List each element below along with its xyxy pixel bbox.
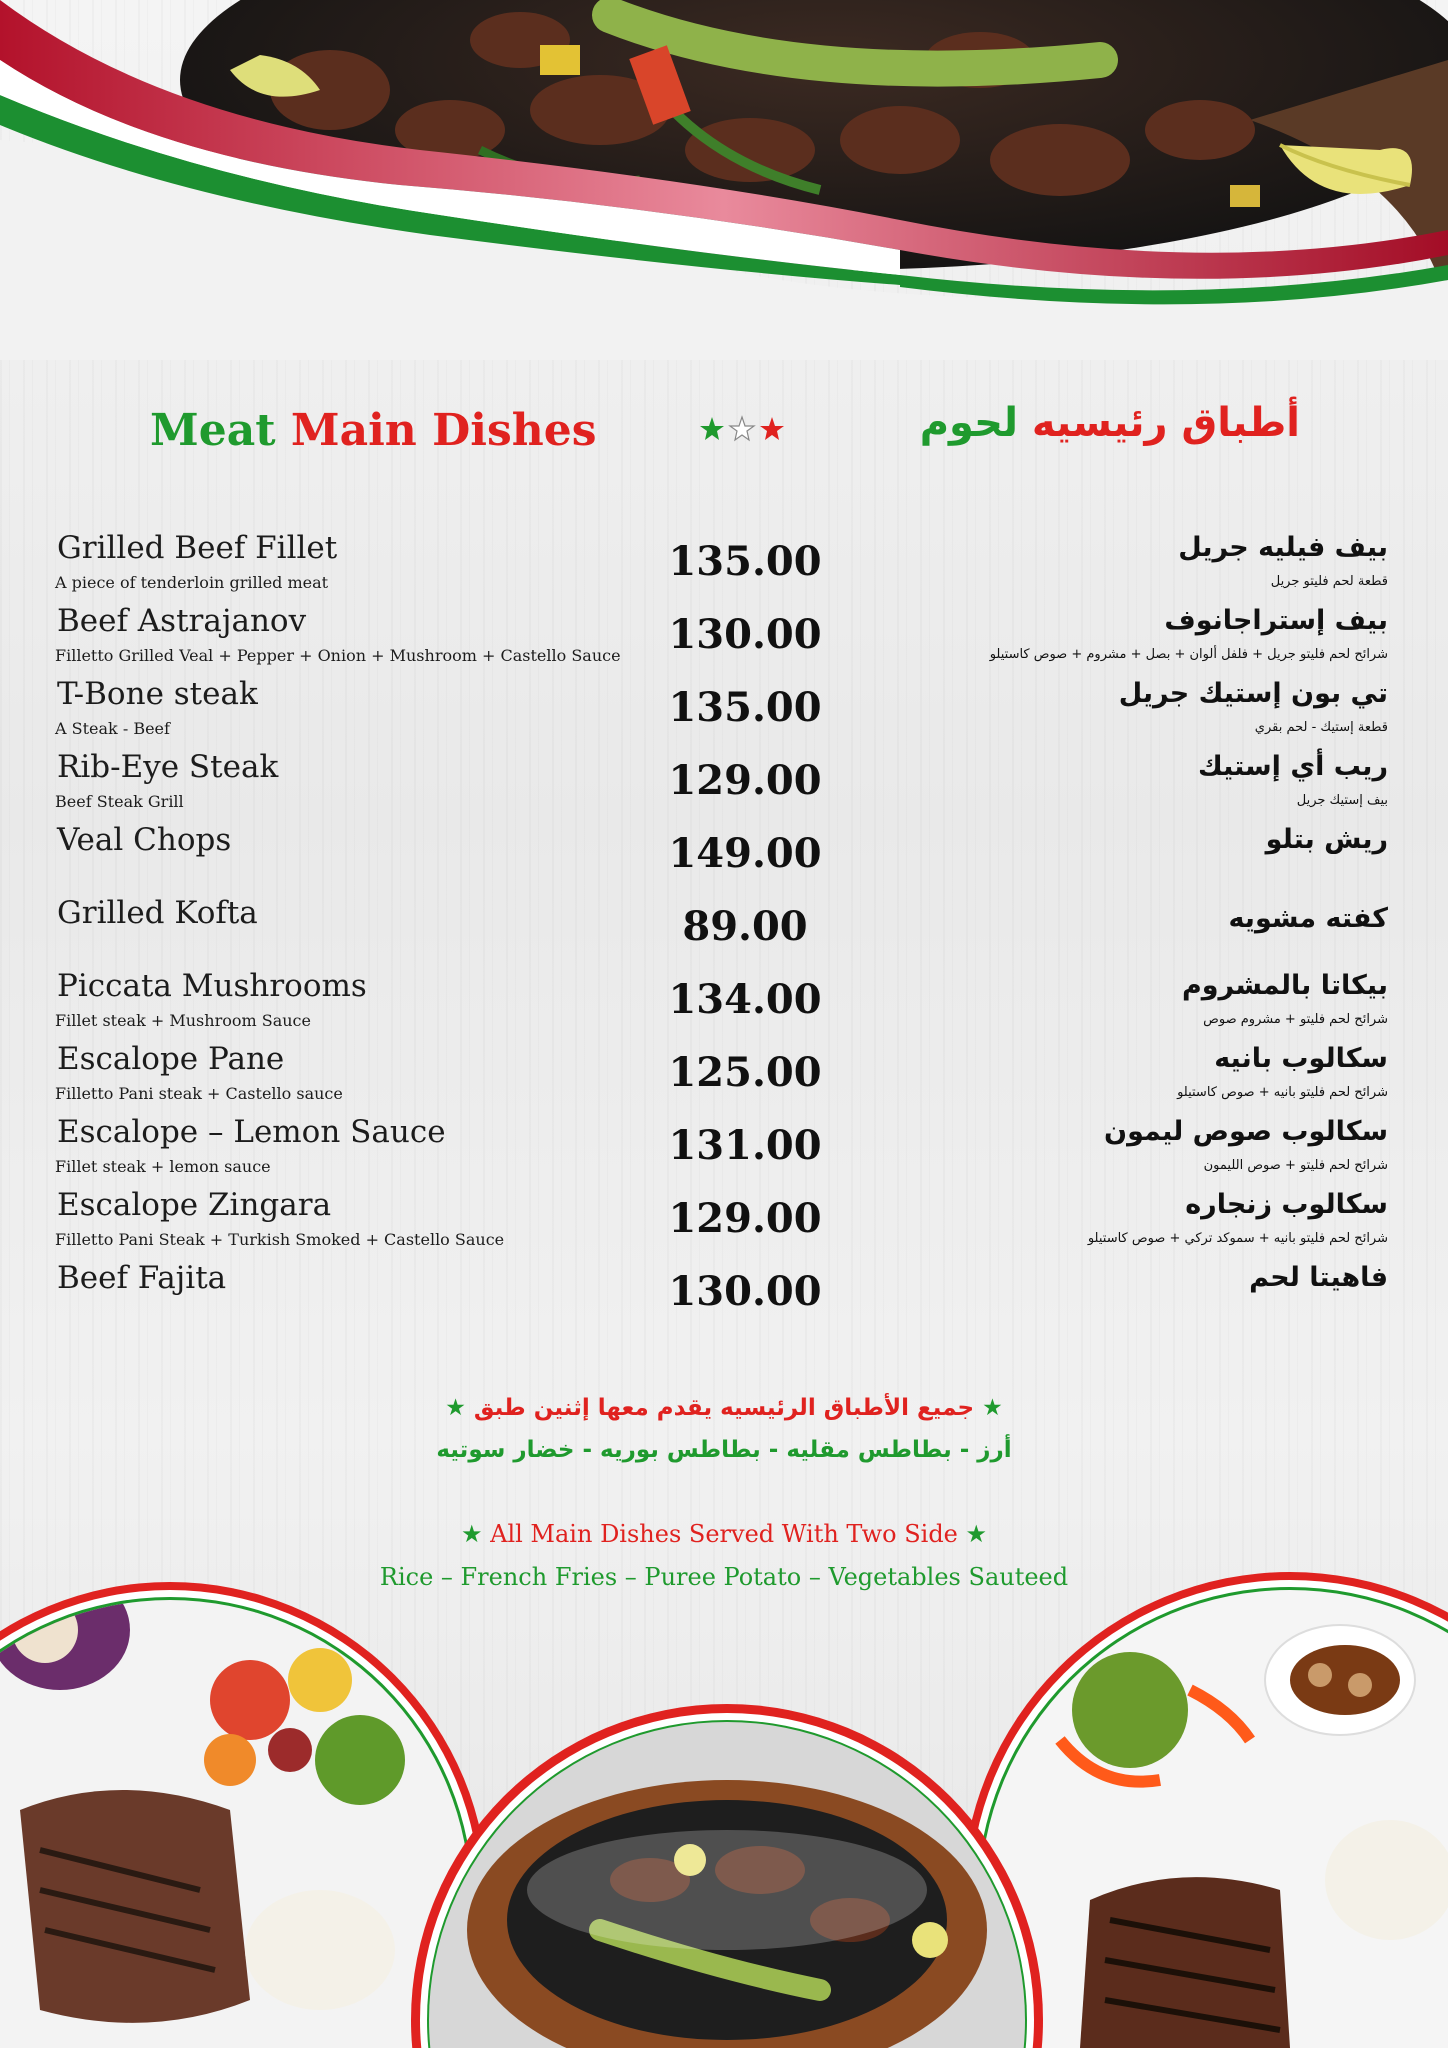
menu-item-name-en: Grilled Beef Fillet — [57, 530, 338, 566]
title-english — [150, 405, 610, 456]
menu-item — [0, 1187, 1448, 1260]
menu-item-price: 149.00 — [668, 830, 822, 877]
menu-item-name-ar: فاهيتا لحم — [1249, 1262, 1388, 1293]
menu-item-desc-ar: شرائح لحم فليتو + صوص الليمون — [1203, 1158, 1388, 1173]
star-icon: ★ — [965, 1520, 988, 1548]
menu-item-price: 131.00 — [668, 1122, 822, 1169]
title-english-word-meat: Meat — [150, 405, 276, 456]
star-icon: ★ — [460, 1520, 483, 1548]
menu-item-desc-ar: قطعة لحم فليتو جريل — [1270, 574, 1388, 589]
menu-item-name-ar: سكالوب صوص ليمون — [1104, 1116, 1388, 1147]
menu-item-name-ar: بيكاتا بالمشروم — [1181, 970, 1388, 1001]
menu-item-price: 130.00 — [668, 611, 822, 658]
menu-item — [0, 1260, 1448, 1333]
menu-item-price: 135.00 — [668, 684, 822, 731]
star-icon: ★ — [445, 1395, 466, 1421]
menu-item-desc-ar: شرائح لحم فليتو بانيه + صوص كاستيلو — [1177, 1085, 1388, 1100]
title-arabic-meats: لحوم — [919, 400, 1018, 446]
menu-item-desc-ar: شرائح لحم فليتو + مشروم صوص — [1203, 1012, 1388, 1027]
side-dishes-note-arabic — [0, 1395, 1448, 1421]
side-dishes-list-arabic: أرز - بطاطس مقليه - بطاطس بوريه - خضار سوتيه — [436, 1437, 1012, 1463]
menu-item — [0, 1041, 1448, 1114]
menu-item-desc-en: Filletto Grilled Veal + Pepper + Onion + Mushroom + Castello Sauce — [55, 646, 621, 665]
side-dishes-note-english — [0, 1520, 1448, 1548]
menu-item-name-en: Beef Astrajanov — [57, 603, 307, 639]
side-dishes-heading-ar: جميع الأطباق الرئيسيه يقدم معها إثنين طبق — [473, 1395, 975, 1421]
menu-item — [0, 603, 1448, 676]
side-dishes-list-english: Rice – French Fries – Puree Potato – Vegetables Sauteed — [379, 1563, 1069, 1591]
bottom-food-photos — [0, 1570, 1448, 2048]
menu-item-price: 125.00 — [668, 1049, 822, 1096]
menu-item — [0, 676, 1448, 749]
menu-item-price: 135.00 — [668, 538, 822, 585]
menu-item-price: 129.00 — [668, 757, 822, 804]
top-banner-photo — [0, 0, 1448, 360]
menu-item-desc-en: A Steak - Beef — [55, 719, 170, 738]
menu-item-name-ar: ريش بتلو — [1265, 824, 1388, 855]
menu-item-name-ar: كفته مشويه — [1228, 903, 1388, 934]
menu-item-name-ar: تي بون إستيك جريل — [1118, 678, 1388, 709]
menu-item-desc-ar: بيف إستيك جريل — [1296, 793, 1388, 808]
menu-item-name-ar: سكالوب زنجاره — [1185, 1189, 1388, 1220]
menu-item — [0, 822, 1448, 895]
title-arabic-main-dishes: أطباق رئيسيه — [1031, 400, 1300, 446]
menu-item-name-en: Grilled Kofta — [57, 895, 258, 931]
menu-item-name-ar: ريب أي إستيك — [1197, 751, 1388, 782]
menu-item-price: 130.00 — [668, 1268, 822, 1315]
menu-item — [0, 968, 1448, 1041]
menu-item-desc-en: Fillet steak + lemon sauce — [55, 1157, 271, 1176]
menu-item-name-en: Piccata Mushrooms — [57, 968, 367, 1004]
menu-item-name-en: Escalope Zingara — [57, 1187, 332, 1223]
menu-item-price: 134.00 — [668, 976, 822, 1023]
menu-item-name-ar: بيف إستراجانوف — [1164, 605, 1388, 636]
menu-item — [0, 530, 1448, 603]
menu-item — [0, 1114, 1448, 1187]
menu-item-desc-ar: شرائح لحم فليتو جريل + فلفل ألوان + بصل + مشروم + صوص كاستيلو — [989, 647, 1388, 662]
menu-item-desc-en: Filletto Pani steak + Castello sauce — [55, 1084, 343, 1103]
three-stars-icon — [700, 414, 784, 448]
title-english-word-main-dishes: Main Dishes — [290, 405, 597, 456]
menu-item-name-en: Rib-Eye Steak — [57, 749, 279, 785]
menu-item-desc-ar: شرائح لحم فليتو بانيه + سموكد تركي + صوص كاستيلو — [1087, 1231, 1388, 1246]
menu-item — [0, 895, 1448, 968]
menu-item-name-ar: سكالوب بانيه — [1214, 1043, 1388, 1074]
menu-item-name-en: Beef Fajita — [57, 1260, 227, 1296]
menu-item-name-ar: بيف فيليه جريل — [1178, 532, 1388, 563]
menu-item-desc-en: Fillet steak + Mushroom Sauce — [55, 1011, 311, 1030]
menu-item-name-en: T-Bone steak — [57, 676, 258, 712]
menu-item-desc-ar: قطعة إستيك - لحم بقري — [1254, 720, 1388, 735]
fajita-sizzling-plate-photo — [411, 1704, 1043, 2048]
menu-item-name-en: Veal Chops — [57, 822, 232, 858]
menu-item-desc-en: Beef Steak Grill — [55, 792, 184, 811]
menu-item-name-en: Escalope Pane — [57, 1041, 285, 1077]
menu-item-price: 89.00 — [682, 903, 808, 950]
menu-item-desc-en: Filletto Pani Steak + Turkish Smoked + Castello Sauce — [55, 1230, 505, 1249]
title-arabic — [900, 400, 1300, 446]
side-dishes-heading-en: All Main Dishes Served With Two Side — [490, 1520, 958, 1548]
menu-item-price: 129.00 — [668, 1195, 822, 1242]
menu-item-name-en: Escalope – Lemon Sauce — [57, 1114, 446, 1150]
star-icon: ★ — [982, 1395, 1003, 1421]
menu-item-desc-en: A piece of tenderloin grilled meat — [55, 573, 329, 592]
menu-item — [0, 749, 1448, 822]
